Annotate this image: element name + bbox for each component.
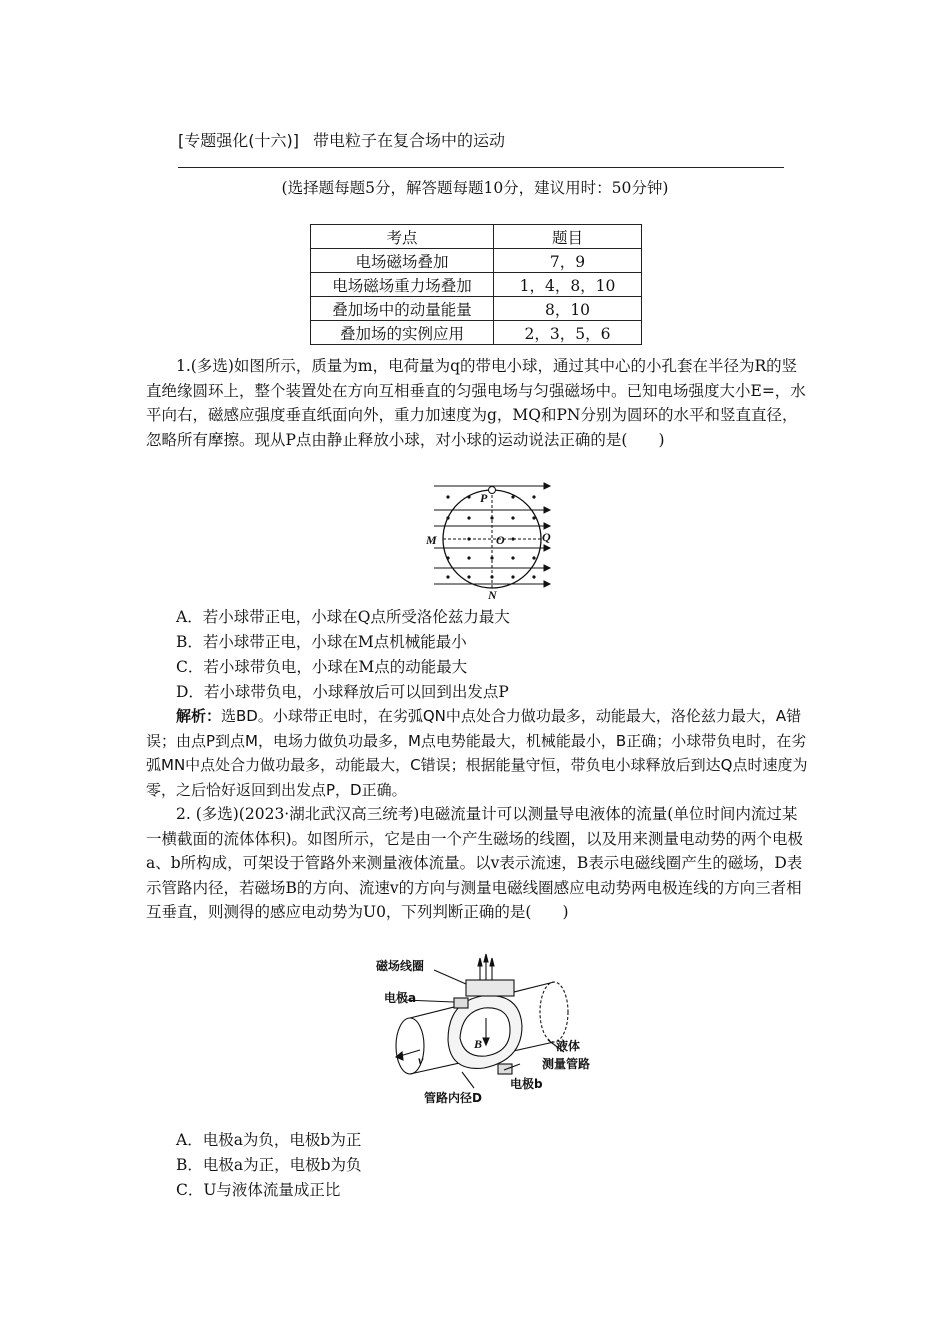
label-o: O: [496, 533, 505, 547]
q1-option-b: B．若小球带正电，小球在M点机械能最小: [176, 633, 467, 651]
label-v: v: [418, 1053, 424, 1067]
label-p: P: [480, 491, 488, 505]
scoring-note: (选择题每题5分，解答题每题10分，建议用时：50分钟): [281, 179, 669, 197]
section-header: [178, 128, 519, 151]
label-electrode-b: 电极b: [510, 1077, 543, 1091]
topic-table: [310, 224, 642, 345]
ring-field-figure: [420, 478, 556, 602]
table-row: [311, 273, 642, 297]
label-liquid: 液体: [556, 1039, 581, 1053]
table-header-topic: 考点: [311, 225, 494, 249]
table-cell: 1，4，8，10: [494, 273, 642, 297]
section-tag: [专题强化(十六)]: [178, 131, 299, 150]
table-cell: 7，9: [494, 249, 642, 273]
label-pipe: 测量管路: [542, 1057, 591, 1071]
label-coil: 磁场线圈: [376, 959, 425, 973]
label-diameter: 管路内径D: [424, 1091, 482, 1105]
table-cell: 电场磁场重力场叠加: [311, 273, 494, 297]
q1-solution: [146, 704, 812, 802]
table-row: [311, 321, 642, 345]
table-header-questions: 题目: [494, 225, 642, 249]
label-n: N: [488, 588, 497, 602]
question-2-stem: 2. (多选)(2023·湖北武汉高三统考)电磁流量计可以测量导电液体的流量(单位时间内流过某一横截面的流体体积)。如图所示，它是由一个产生磁场的线圈，以及用来测量电动势的两个电极a、b所构成，可架设于管路外来测量液体流量。以v表示流速，B表示电磁线圈产生的磁场，D表示管路内径，若磁场B的方向、流速v的方向与测量电磁线圈感应电动势两电极连线的方向三者相互垂直，则测得的感应电动势为U0，下列判断正确的是( ): [146, 805, 804, 921]
table-cell: 2，3，5，6: [494, 321, 642, 345]
table-cell: 叠加场中的动量能量: [311, 297, 494, 321]
q1-option-d: D．若小球带负电，小球释放后可以回到出发点P: [176, 683, 509, 701]
table-row: [311, 249, 642, 273]
flowmeter-figure: [370, 952, 610, 1107]
table-cell: 叠加场的实例应用: [311, 321, 494, 345]
table-cell: 8，10: [494, 297, 642, 321]
q1-option-c: C．若小球带负电，小球在M点的动能最大: [176, 658, 468, 676]
q2-option-a: A．电极a为负，电极b为正: [176, 1131, 362, 1149]
q1-option-a: A．若小球带正电，小球在Q点所受洛伦兹力最大: [176, 608, 510, 626]
q2-option-c: C．U与液体流量成正比: [176, 1181, 341, 1199]
solution-text: 选BD。小球带正电时，在劣弧QN中点处合力做功最多，动能最大，洛伦兹力最大，A错误；由点P到点M，电场力做负功最多，M点电势能最大，机械能最小，B正确；小球带负电时，在劣弧MN中点处合力做功最多，动能最大，C错误；根据能量守恒，带负电小球释放后到达Q点时速度为零，之后恰好返回到出发点P，D正确。: [146, 707, 808, 799]
header-rule: [178, 167, 784, 168]
label-b: B: [474, 1037, 483, 1051]
table-row: [311, 297, 642, 321]
question-1-stem: 1.(多选)如图所示，质量为m，电荷量为q的带电小球，通过其中心的小孔套在半径为R的竖直绝缘圆环上，整个装置处在方向互相垂直的匀强电场与匀强磁场中。已知电场强度大小E=，水平向右，磁感应强度垂直纸面向外，重力加速度为g，MQ和PN分别为圆环的水平和竖直直径，忽略所有摩擦。现从P点由静止释放小球，对小球的运动说法正确的是( ): [146, 357, 806, 449]
solution-label: 解析：: [176, 707, 222, 725]
section-title: 带电粒子在复合场中的运动: [312, 131, 505, 150]
q2-option-b: B．电极a为正，电极b为负: [176, 1156, 362, 1174]
label-electrode-a: 电极a: [384, 991, 417, 1005]
label-q: Q: [542, 530, 551, 544]
table-header-row: [311, 225, 642, 249]
table-cell: 电场磁场叠加: [311, 249, 494, 273]
label-m: M: [426, 533, 437, 547]
